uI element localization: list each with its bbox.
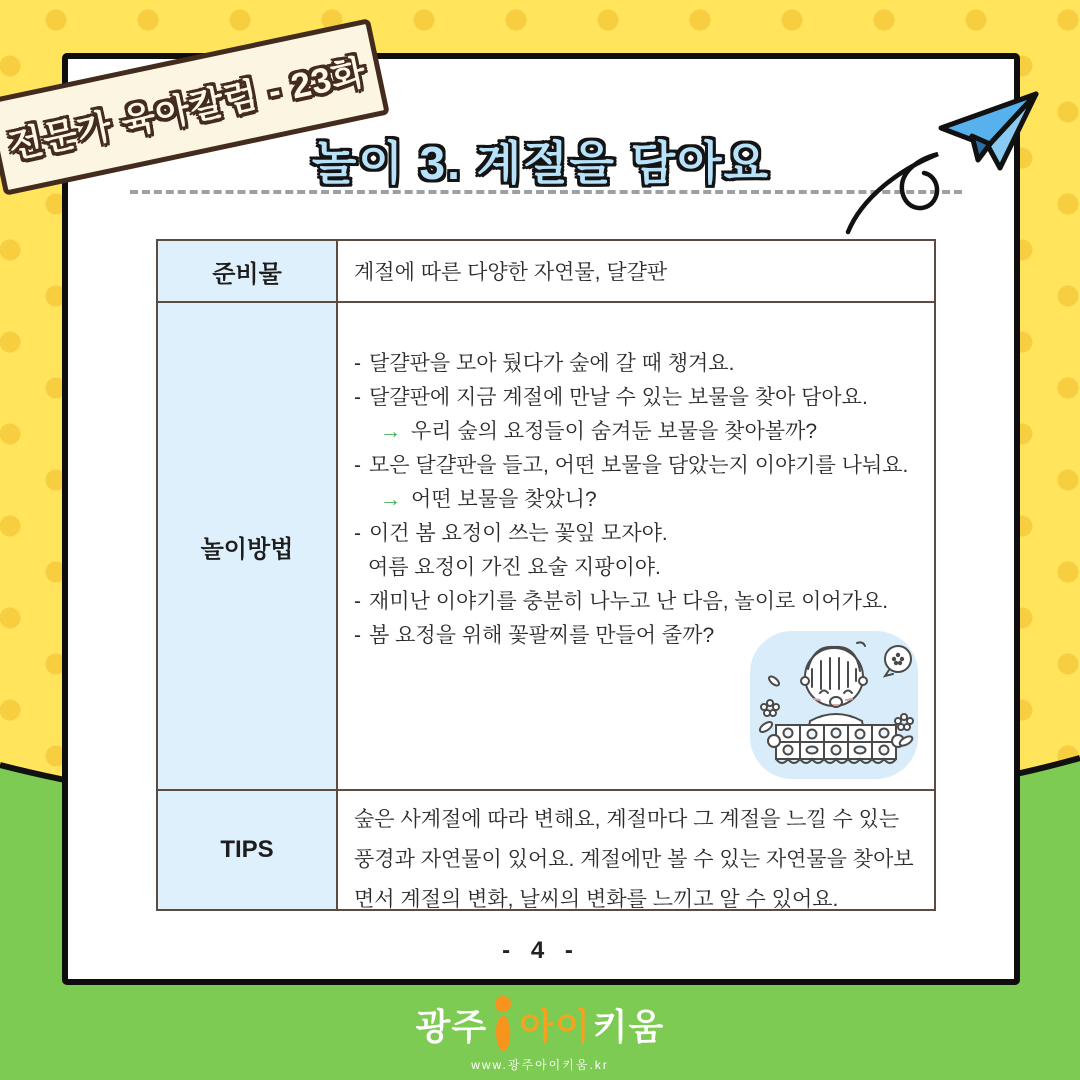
table-row-method bbox=[158, 303, 934, 791]
method-content bbox=[338, 303, 934, 789]
footer-logo bbox=[0, 996, 1080, 1073]
play-method-line bbox=[354, 517, 926, 551]
paper-plane-icon bbox=[828, 80, 1046, 242]
episode-banner-label: 전문가 육아칼럼 - 23화 bbox=[5, 52, 370, 167]
logo-accent-text: 아이 bbox=[519, 1005, 591, 1047]
page-number: - 4 - bbox=[502, 937, 580, 964]
play-method-text: 이건 봄 요정이 쓰는 꽃잎 모자야. bbox=[369, 522, 668, 545]
play-method-line bbox=[368, 551, 926, 585]
green-arrow-icon: → bbox=[380, 420, 401, 443]
method-label: 놀이방법 bbox=[158, 303, 338, 789]
play-method-text: 달걀판을 모아 뒀다가 숲에 갈 때 챙겨요. bbox=[369, 352, 735, 375]
dash-bullet: - bbox=[354, 522, 361, 545]
table-row-tips bbox=[158, 791, 934, 909]
dash-bullet: - bbox=[354, 386, 361, 409]
green-arrow-icon: → bbox=[380, 488, 401, 511]
swirl-trail-icon bbox=[848, 154, 938, 232]
logo-row bbox=[416, 996, 665, 1052]
play-method-line bbox=[380, 483, 926, 517]
play-method-line bbox=[354, 381, 926, 415]
play-method-line bbox=[354, 347, 926, 381]
logo-rest-text: 키움 bbox=[592, 1005, 665, 1047]
page-title: 놀이 3. 계절을 담아요 bbox=[311, 137, 771, 189]
play-method-text: 달걀판에 지금 계절에 만날 수 있는 보물을 찾아 담아요. bbox=[369, 386, 868, 409]
tips-value: 숲은 사계절에 따라 변해요, 계절마다 그 계절을 느낄 수 있는 풍경과 자연물이 있어요. 계절에만 볼 수 있는 자연물을 찾아보면서 계절의 변화, 날씨의 변화를 느끼고 알 수 있어요. bbox=[354, 808, 914, 911]
play-method-line bbox=[380, 415, 926, 449]
logo-url-text: www.광주아이키움.kr bbox=[471, 1058, 609, 1072]
play-method-text: 모은 달걀판을 들고, 어떤 보물을 담았는지 이야기를 나눠요. bbox=[369, 454, 909, 477]
materials-value: 계절에 따른 다양한 자연물, 달걀판 bbox=[354, 261, 668, 284]
play-method-line bbox=[354, 585, 926, 619]
dash-bullet: - bbox=[354, 624, 361, 647]
table-row-materials bbox=[158, 241, 934, 303]
child-with-egg-carton-illustration bbox=[748, 629, 920, 781]
person-i-icon bbox=[491, 996, 515, 1052]
dash-bullet: - bbox=[354, 454, 361, 477]
materials-label: 준비물 bbox=[158, 241, 338, 301]
play-method-line bbox=[354, 449, 926, 483]
play-method-text: 우리 숲의 요정들이 숨겨둔 보물을 찾아볼까? bbox=[411, 420, 817, 443]
dash-bullet: - bbox=[354, 352, 361, 375]
tips-label: TIPS bbox=[158, 791, 338, 909]
play-method-list bbox=[354, 347, 926, 653]
play-method-text: 재미난 이야기를 충분히 나누고 난 다음, 놀이로 이어가요. bbox=[369, 590, 889, 613]
activity-table bbox=[156, 239, 936, 911]
dash-bullet: - bbox=[354, 590, 361, 613]
play-method-text: 여름 요정이 가진 요술 지팡이야. bbox=[368, 556, 661, 579]
play-method-text: 봄 요정을 위해 꽃팔찌를 만들어 줄까? bbox=[369, 624, 715, 647]
logo-city-text: 광주 bbox=[415, 1005, 488, 1047]
play-method-text: 어떤 보물을 찾았니? bbox=[411, 488, 597, 511]
